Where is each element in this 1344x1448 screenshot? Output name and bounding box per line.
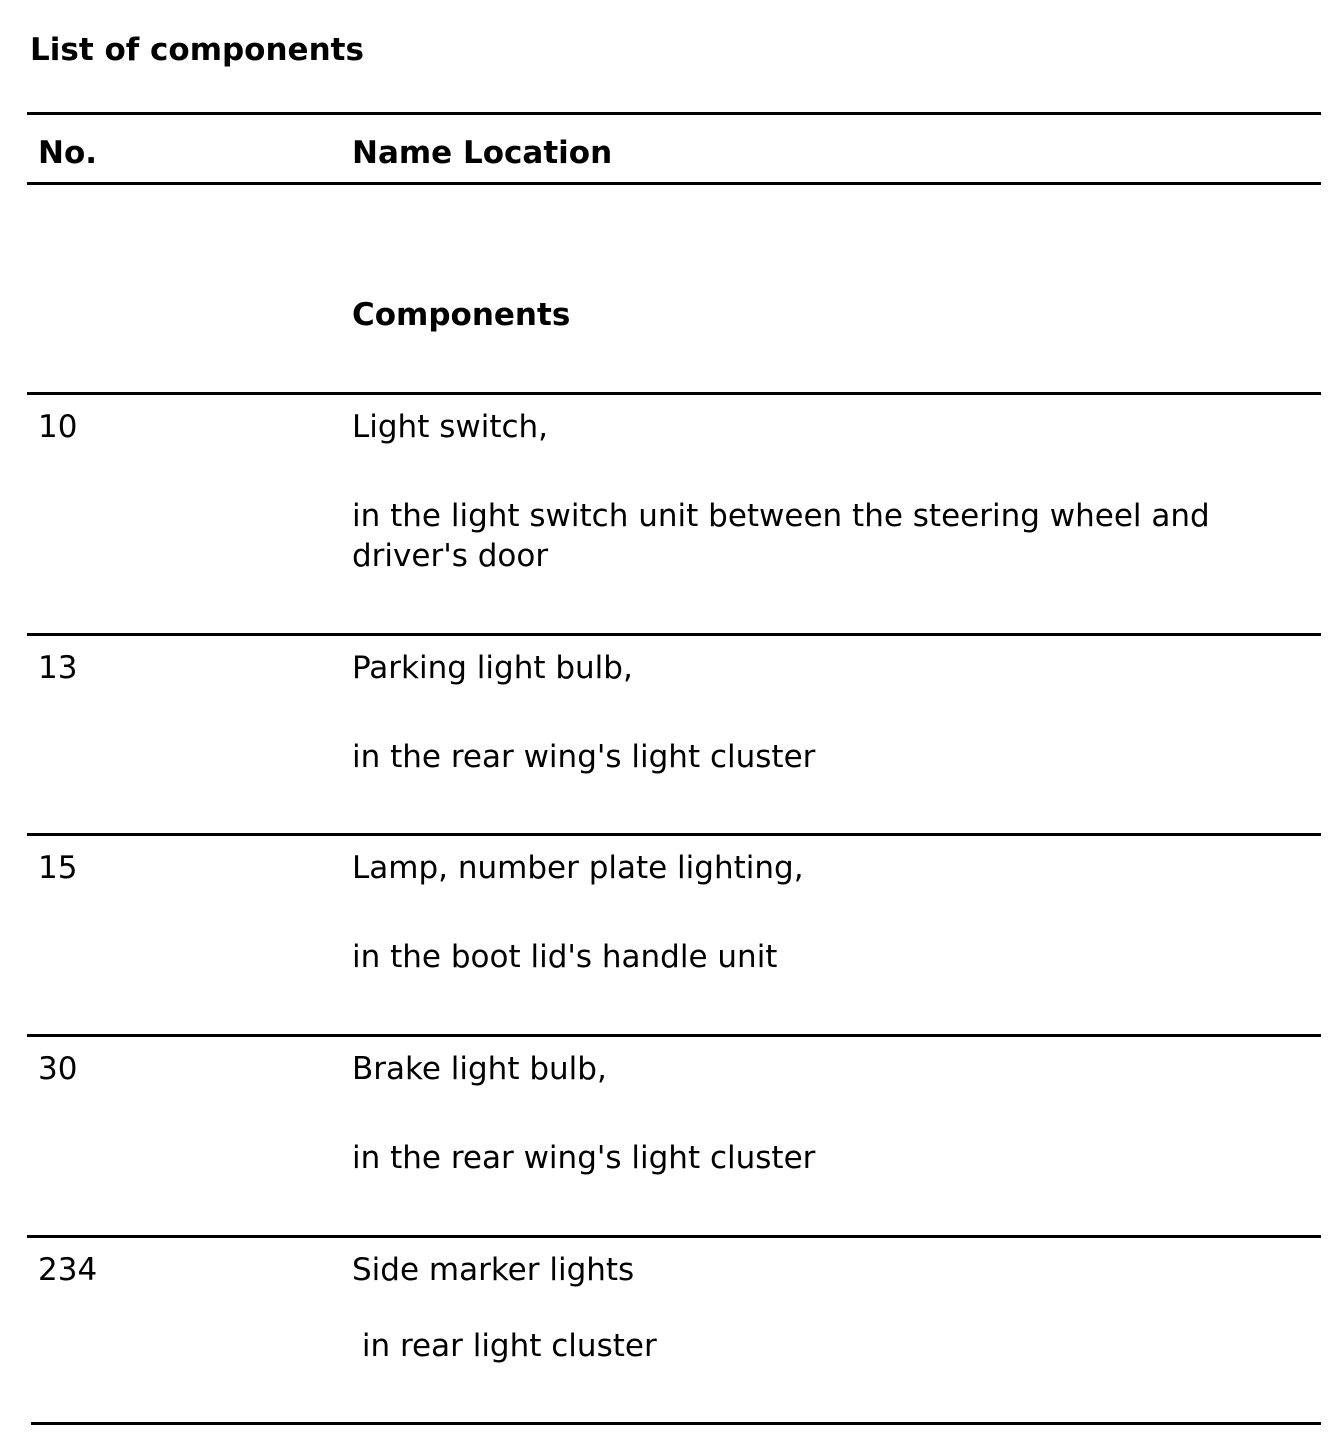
row-location: in the rear wing's light cluster <box>352 739 816 775</box>
row-location: in the rear wing's light cluster <box>352 1140 816 1176</box>
row-location: in the boot lid's handle unit <box>352 939 778 975</box>
row-location: in the light switch unit between the steering wheel and driver's door <box>352 498 1210 574</box>
row-number: 13 <box>38 650 78 686</box>
row-divider <box>27 833 1321 836</box>
table-top-rule <box>27 112 1321 115</box>
row-divider <box>27 633 1321 636</box>
row-divider <box>27 1235 1321 1238</box>
row-name: Light switch, <box>352 409 549 445</box>
header-name-location: Name Location <box>352 135 613 171</box>
table-bottom-rule <box>31 1422 1321 1425</box>
row-name: Brake light bulb, <box>352 1051 607 1087</box>
row-number: 234 <box>38 1252 98 1288</box>
row-name: Parking light bulb, <box>352 650 633 686</box>
row-location: in rear light cluster <box>352 1328 657 1364</box>
row-number: 10 <box>38 409 78 445</box>
header-no: No. <box>38 135 98 171</box>
row-name: Side marker lights <box>352 1252 635 1288</box>
document-title: List of components <box>30 32 364 68</box>
header-bottom-rule <box>27 182 1321 185</box>
section-heading: Components <box>352 297 571 333</box>
row-number: 15 <box>38 850 78 886</box>
row-divider <box>27 392 1321 395</box>
row-divider <box>27 1034 1321 1037</box>
row-number: 30 <box>38 1051 78 1087</box>
row-name: Lamp, number plate lighting, <box>352 850 804 886</box>
